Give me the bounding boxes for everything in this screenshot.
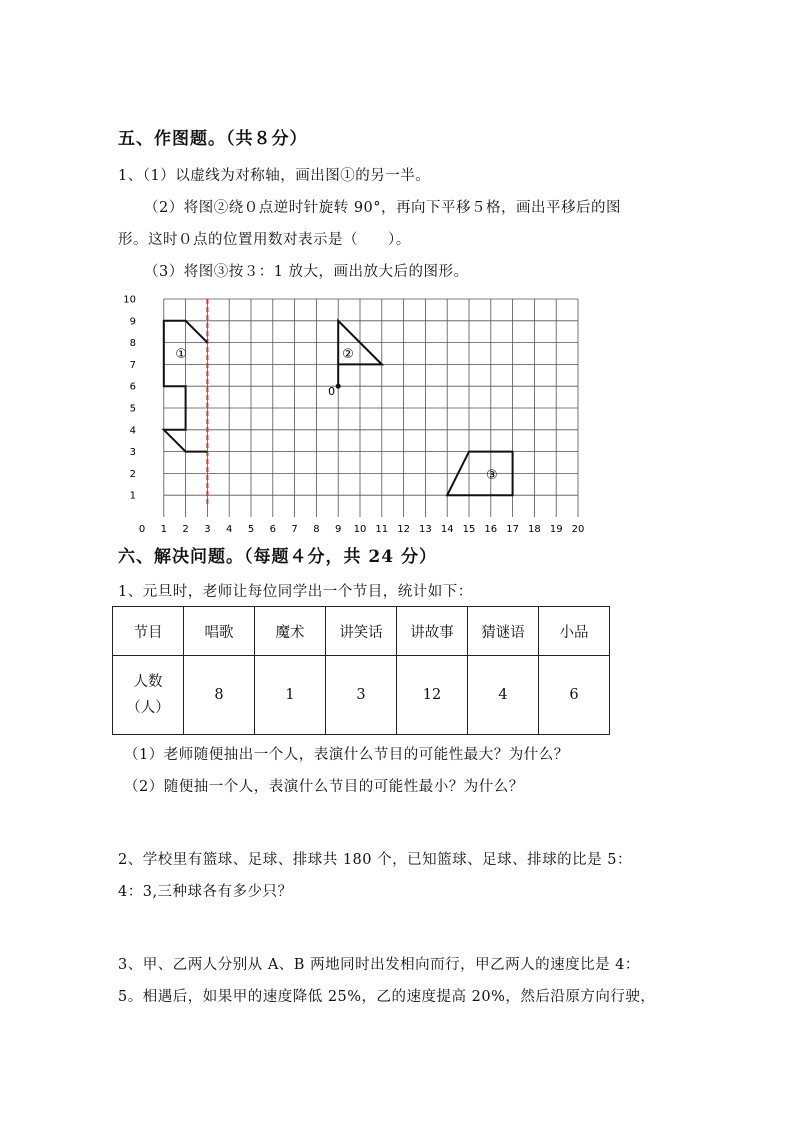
x-tick-label: 8 — [313, 524, 320, 535]
y-tick-label: 10 — [123, 294, 136, 306]
table-header-cell: 讲故事 — [397, 607, 468, 656]
x-tick-label: 5 — [247, 524, 255, 535]
row-label-line-2: （人） — [126, 700, 170, 716]
section-6-q2-line-1: 2、学校里有篮球、足球、排球共 180 个，已知篮球、足球、排球的比是 5： — [118, 852, 632, 868]
table-cell: 1 — [255, 656, 326, 735]
table-header-cell: 猜谜语 — [468, 607, 539, 656]
table-header-cell: 小品 — [539, 607, 610, 656]
table-header-cell: 魔术 — [255, 607, 326, 656]
table-header-row — [113, 607, 610, 656]
x-tick-label: 12 — [397, 524, 410, 535]
y-tick-label: 4 — [129, 425, 136, 437]
table-cell: 4 — [468, 656, 539, 735]
x-tick-label: 10 — [353, 524, 367, 535]
y-tick-label: 3 — [129, 447, 136, 459]
section-6-q3-line-2: 5。相遇后，如果甲的速度降低 25%，乙的速度提高 20%，然后沿原方向行驶， — [118, 989, 656, 1005]
coordinate-grid — [118, 290, 588, 535]
x-tick-label: 17 — [506, 524, 519, 535]
x-tick-label: 0 — [138, 524, 146, 535]
x-tick-label: 18 — [528, 524, 541, 535]
section-6-q3-line-1: 3、甲、乙两人分别从 A、B 两地同时出发相向而行，甲乙两人的速度比是 4： — [118, 957, 640, 973]
x-tick-label: 11 — [375, 524, 389, 535]
y-tick-label: 6 — [129, 381, 136, 393]
x-tick-label: 1 — [160, 524, 167, 535]
x-tick-label: 16 — [484, 524, 498, 535]
table-row-label — [113, 656, 184, 735]
x-tick-label: 13 — [419, 524, 432, 535]
x-tick-label: 15 — [462, 524, 476, 535]
point-o-label: 0 — [328, 384, 336, 398]
section-6-q2-line-2: 4：3,三种球各有多少只？ — [118, 884, 293, 900]
y-tick-label: 1 — [129, 490, 136, 502]
x-tick-label: 14 — [440, 524, 454, 535]
x-tick-label: 7 — [291, 524, 298, 535]
section-6-q1-intro: 1、元旦时，老师让每位同学出一个节目，统计如下： — [118, 584, 473, 600]
x-tick-label: 3 — [204, 524, 211, 535]
program-table — [112, 606, 610, 735]
y-tick-label: 2 — [129, 468, 136, 480]
section-6-q1-sub-1: （1）老师随便抽出一个人，表演什么节目的可能性最大？为什么？ — [124, 747, 569, 763]
table-header-cell: 讲笑话 — [326, 607, 397, 656]
x-tick-label: 19 — [549, 524, 563, 535]
point-o — [336, 384, 341, 389]
table-row — [113, 656, 610, 735]
table-header-cell: 唱歌 — [184, 607, 255, 656]
figure-1-label: ① — [175, 346, 188, 362]
question-1-line-1: 1、（1）以虚线为对称轴，画出图①的另一半。 — [118, 168, 431, 184]
question-1-line-2: （2）将图②绕０点逆时针旋转 90°，再向下平移５格，画出平移后的图 — [144, 200, 622, 216]
table-cell: 3 — [326, 656, 397, 735]
y-tick-label: 5 — [129, 403, 136, 415]
figure-3-label: ③ — [486, 467, 498, 483]
grid-lines — [164, 299, 578, 517]
x-tick-label: 4 — [226, 524, 233, 535]
y-tick-label: 9 — [129, 316, 136, 328]
section-5-title: 五、作图题。（共８分） — [118, 129, 308, 149]
x-tick-label: 6 — [269, 524, 276, 535]
y-tick-label: 8 — [129, 338, 136, 350]
table-cell: 6 — [539, 656, 610, 735]
question-1-line-4: （3）将图③按３：1 放大，画出放大后的图形。 — [144, 264, 469, 280]
question-1-line-3: 形。这时０点的位置用数对表示是（ ）。 — [118, 232, 411, 248]
grid-labels — [123, 295, 584, 536]
x-tick-label: 2 — [182, 524, 189, 535]
row-label-line-1: 人数 — [133, 674, 163, 690]
x-tick-label: 20 — [571, 524, 585, 535]
table-header-cell: 节目 — [113, 607, 184, 656]
x-tick-label: 9 — [335, 524, 342, 535]
figure-2-label: ② — [342, 346, 354, 362]
section-6-title: 六、解决问题。（每题４分，共 24 分） — [118, 547, 437, 567]
y-tick-label: 7 — [129, 359, 136, 371]
table-cell: 8 — [184, 656, 255, 735]
table-cell: 12 — [397, 656, 468, 735]
section-6-q1-sub-2: （2）随便抽一个人，表演什么节目的可能性最小？为什么？ — [124, 779, 524, 795]
